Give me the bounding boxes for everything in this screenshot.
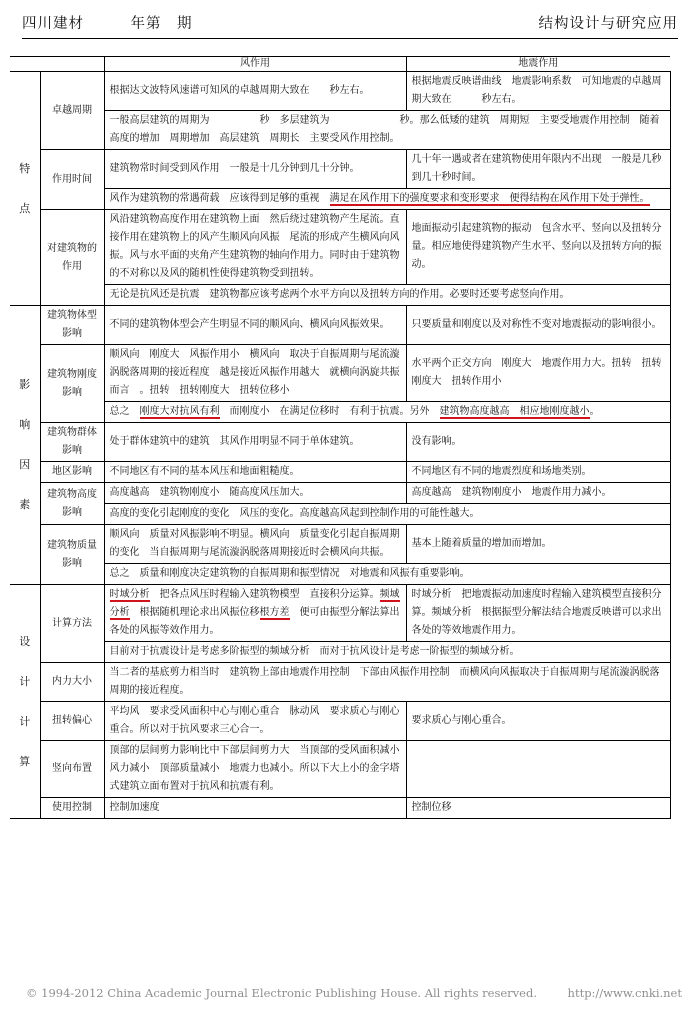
text-run: 把各点风压时程输入建筑物模型 直接积分运算。 (149, 589, 380, 600)
wind-cell: 平均风 要求受风面积中心与刚心重合 脉动风 要求质心与刚心重合。所以对于抗风要求三心合一。 (104, 702, 406, 741)
section-label-char: 设 (19, 634, 31, 648)
text-run: 总之 (109, 406, 140, 417)
quake-cell: 基本上随着质量的增加而增加。 (406, 525, 670, 564)
table-row (10, 285, 670, 306)
issue-label: 年第 期 (130, 16, 193, 32)
underlined-text: 根方差 (259, 607, 290, 618)
section-label-char: 算 (19, 754, 31, 768)
wind-cell: 控制加速度 (104, 798, 406, 819)
underlined-text: 时域分析 (109, 589, 150, 600)
summary-cell (104, 189, 670, 210)
factor-label: 作用时间 (40, 150, 104, 210)
factor-label: 建筑物质量影响 (40, 525, 104, 585)
journal-name: 四川建材 (22, 16, 84, 32)
section-label-char: 计 (19, 714, 31, 728)
quake-cell: 几十年一遇或者在建筑物使用年限内不出现 一般是几秒到几十秒时间。 (406, 150, 670, 189)
section-label-char: 素 (19, 498, 31, 511)
table-header-row (10, 57, 670, 72)
wind-cell: 顶部的层间剪力影响比中下部层间剪力大 当顶部的受风面积减小 风力减小 顶部质量减小 地震力也减小。所以下大上小的金字塔式建筑立面布置对于抗风和抗震有利。 (104, 741, 406, 798)
factor-label: 内力大小 (40, 663, 104, 702)
column-title: 结构设计与研究应用 (538, 16, 678, 32)
wind-cell: 建筑物常时间受到风作用 一般是十几分钟到几十分钟。 (104, 150, 406, 189)
summary-cell: 总之 质量和刚度决定建筑物的自振周期和振型情况 对地震和风振有重要影响。 (104, 564, 670, 585)
section-label-char: 因 (19, 458, 31, 471)
summary-cell: 无论是抗风还是抗震 建筑物都应该考虑两个水平方向以及扭转方向的作用。必要时还要考虑竖向作用。 (104, 285, 670, 306)
factor-label: 地区影响 (40, 462, 104, 483)
underlined-text: 满足在风作用下的强度要求和变形要求 便得结构在风作用下处于弹性。 (329, 193, 650, 204)
text-run: 风作为建筑物的常遇荷载 应该得到足够的重视 (109, 193, 330, 204)
factor-label: 使用控制 (40, 798, 104, 819)
header-blank-cell (10, 57, 104, 72)
table-row (10, 462, 670, 483)
summary-cell: 目前对于抗震设计是考虑多阶振型的频域分析 而对于抗风设计是考虑一阶振型的频域分析。 (104, 642, 670, 663)
quake-cell: 没有影响。 (406, 423, 670, 462)
factor-label: 建筑物体型影响 (40, 306, 104, 345)
quake-cell: 不同地区有不同的地震烈度和场地类别。 (406, 462, 670, 483)
summary-cell (104, 402, 670, 423)
quake-cell: 只要质量和刚度以及对称性不变对地震振动的影响很小。 (406, 306, 670, 345)
quake-cell: 要求质心与刚心重合。 (406, 702, 670, 741)
comparison-table (10, 56, 671, 819)
wind-cell: 高度越高 建筑物刚度小 随高度风压加大。 (104, 483, 406, 504)
section-label-char: 特 (19, 161, 31, 175)
table-row (10, 663, 670, 702)
section-label-char: 点 (19, 201, 31, 215)
table-row (10, 564, 670, 585)
underlined-text: 建筑物高度越高 相应地刚度越小 (439, 406, 590, 417)
wind-cell: 顺风向 刚度大 风振作用小 横风向 取决于自振周期与尾流漩涡脱落周期的接近程度 越是接近风振作用越大 就横向涡旋共振而言 。扭转 扭转刚度大 扭转位移小 (104, 345, 406, 402)
quake-cell (406, 741, 670, 798)
factor-label: 计算方法 (40, 585, 104, 663)
factor-label: 建筑物高度影响 (40, 483, 104, 525)
wind-cell: 不同的建筑物体型会产生明显不同的顺风向、横风向风振效果。 (104, 306, 406, 345)
factor-label: 建筑物刚度影响 (40, 345, 104, 423)
quake-cell: 时域分析 把地震振动加速度时程输入建筑模型直接积分算。频域分析 根据振型分解法结合地震反映谱可以求出各处的等效地震作用力。 (406, 585, 670, 642)
wind-cell (104, 585, 406, 642)
table-row (10, 402, 670, 423)
table-row (10, 423, 670, 462)
text-run: 根据随机理论求出风振位移 (129, 607, 260, 618)
page-header (22, 12, 678, 34)
section-label-cell (10, 585, 40, 819)
copyright-notice: © 1994-2012 China Academic Journal Electronic Publishing House. All rights reserved. (26, 986, 537, 1000)
footer-url: http://www.cnki.net (567, 986, 682, 1000)
header-rule (22, 38, 678, 39)
quake-cell: 高度越高 建筑物刚度小 地震作用力减小。 (406, 483, 670, 504)
table-row (10, 642, 670, 663)
summary-cell: 高度的变化引起刚度的变化 风压的变化。高度越高风起到控制作用的可能性越大。 (104, 504, 670, 525)
factor-label: 扭转偏心 (40, 702, 104, 741)
table-row (10, 150, 670, 189)
factor-label: 竖向布置 (40, 741, 104, 798)
section-label-char: 影 (19, 378, 31, 391)
table-row (10, 483, 670, 504)
wind-cell: 风沿建筑物高度作用在建筑物上面 然后绕过建筑物产生尾流。直接作用在建筑物上的风产生顺风向风振 尾流的形成产生横风向风振。风与水平面的夹角产生建筑物的轴向作用力。同时由于建筑物的不对称以及风的随机性使得建筑物受到扭转。 (104, 210, 406, 285)
section-label-cell (10, 306, 40, 585)
table-row (10, 210, 670, 285)
factor-label: 卓越周期 (40, 72, 104, 150)
summary-cell: 一般高层建筑的周期为 秒 多层建筑为 秒。那么低矮的建筑 周期短 主要受地震作用控制 随着高度的增加 周期增加 高层建筑 周期长 主要受风作用控制。 (104, 111, 670, 150)
text-run: 。 (589, 406, 600, 417)
quake-cell: 根据地震反映谱曲线 地震影响系数 可知地震的卓越周期大致在 秒左右。 (406, 72, 670, 111)
table-row (10, 504, 670, 525)
text-run: 而刚度小 在满足位移时 有利于抗震。另外 (219, 406, 440, 417)
quake-cell: 水平两个正交方向 刚度大 地震作用力大。扭转 扭转刚度大 扭转作用小 (406, 345, 670, 402)
factor-label: 建筑物群体影响 (40, 423, 104, 462)
table-row (10, 702, 670, 741)
table-row (10, 585, 670, 642)
text-run: 便可由振型分解法算出各处的风振等效作用力。 (109, 607, 400, 636)
factor-label: 对建筑物的作用 (40, 210, 104, 306)
underlined-text: 刚度大对抗风有利 (139, 406, 220, 417)
wind-cell: 根据达文波特风速谱可知风的卓越周期大致在 秒左右。 (104, 72, 406, 111)
wind-cell: 不同地区有不同的基本风压和地面粗糙度。 (104, 462, 406, 483)
wind-cell: 处于群体建筑中的建筑 其风作用明显不同于单体建筑。 (104, 423, 406, 462)
quake-column-header: 地震作用 (406, 57, 670, 72)
table-row (10, 525, 670, 564)
summary-cell: 当二者的基底剪力相当时 建筑物上部由地震作用控制 下部由风振作用控制 而横风向风振取决于自振周期与尾流漩涡脱落周期的接近程度。 (104, 663, 670, 702)
table-row (10, 111, 670, 150)
table-row (10, 189, 670, 210)
table-row (10, 306, 670, 345)
table-row (10, 345, 670, 402)
underlined-text: 频域分析 (109, 589, 400, 618)
quake-cell: 控制位移 (406, 798, 670, 819)
table-row (10, 741, 670, 798)
table-row (10, 798, 670, 819)
quake-cell: 地面振动引起建筑物的振动 包含水平、竖向以及扭转分量。相应地使得建筑物产生水平、竖向以及扭转方向的振动。 (406, 210, 670, 285)
journal-issue (22, 12, 193, 33)
wind-cell: 顺风向 质量对风振影响不明显。横风向 质量变化引起自振周期的变化 当自振周期与尾流漩涡脱落周期接近时会横风向共振。 (104, 525, 406, 564)
section-label-cell (10, 72, 40, 306)
wind-column-header: 风作用 (104, 57, 406, 72)
table-row (10, 72, 670, 111)
section-label-char: 计 (19, 674, 31, 688)
section-label-char: 响 (19, 418, 31, 431)
